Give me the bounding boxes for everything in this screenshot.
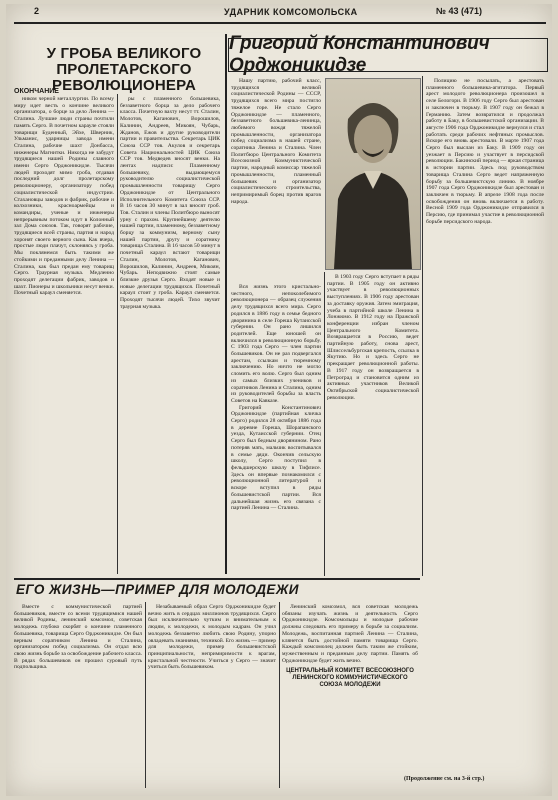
youth-col3 (282, 604, 418, 788)
section-divider (225, 34, 227, 574)
youth-col2 (148, 604, 276, 788)
main-colA2-text: Григорий Константинович Орджоникидзе (партийная кличка Серго) родился 28 октября 1886 года в деревне Гореша, Шорапанского уезда, Кутаисской губернии. Отец Серго был бедным дворянином. Рано потеряв мать, мальчик воспитывался в семье дяди. Окончив сельскую школу, Серго поступил в фельдшерскую школу в Тифлисе. Здесь он впервые познакомился с революционной литературой и вскоре вступил в ряды большевистской партии. Вся дальнейшая жизнь его связана с партией Ленина — Сталина. (231, 404, 321, 512)
issue-number: № 43 (471) (436, 6, 483, 16)
left-article-col1 (14, 96, 114, 576)
youth-col1 (14, 604, 142, 788)
youth-signature: ЦЕНТРАЛЬНЫЙ КОМИТЕТ ВСЕСОЮЗНОГО ЛЕНИНСКОГО КОММУНИСТИЧЕСКОГО СОЮЗА МОЛОДЕЖИ (286, 668, 414, 689)
column-divider (324, 272, 325, 576)
header-rule (14, 22, 546, 24)
page-number: 2 (34, 6, 40, 16)
main-article-intro (231, 78, 321, 278)
main-intro-text: Нашу партию, рабочий класс, трудящихся великой социалистической Родины — СССР, трудящихся всего мира постигло тяжелое горе. Не стало Серго Орджоникидзе — пламенного, беззаветного большевика-ленинца, любимого вождя тяжелой промышленности, организатора побед социализма в нашей стране, соратника Ленина и Сталина. Член Политбюро Центрального Комитета Всесоюзной Коммунистической партии, народный комиссар тяжелой промышленности, пламенный большевик и организатор социалистического строительства, непримиримый борец против врагов народа. (231, 78, 321, 205)
main-article-colB (327, 274, 419, 576)
continued-note: (Продолжение см. на 3-й стр.) (404, 776, 485, 782)
newspaper-name: УДАРНИК КОМСОМОЛЬСКА (224, 7, 358, 17)
youth-col2-text: Незабываемый образ Серго Орджоникидзе будет вечно жить в сердцах миллионов трудящихся. Серго был исключительно чутким и внимательным к людям, к молодежи, к молодым кадрам. Он учил молодежь беззаветно любить свою Родину, упорно овладевать знаниями, техникой. Его жизнь — пример для молодежи, пример большевистской принципиальности, непримиримости к врагам, кристальной честности. Учиться у Серго — значит учиться быть большевиком. (148, 604, 276, 671)
main-colA-text: Вся жизнь этого кристально-честного, непоколебимого революционера — образец служения делу трудящихся всего мира. Серго родился в 1886 году в семье бедного дворянина в селе Гореша Кутаисской губернии. Он рано лишился родителей. Еще юношей он включился в революционную борьбу. С 1903 года Серго — член партии большевиков. Он не раз подвергался арестам, ссылкам и тюремному заключению. Но ничто не могло сломить его волю. Серго был одним из самых близких учеников и соратников Ленина и Сталина, одним из руководителей борьбы за власть Советов на Кавказе. (231, 284, 321, 404)
main-colB-text: В 1903 году Серго вступает в ряды партии. В 1905 году он активно участвует в революционных выступлениях. В 1906 году арестован за доставку оружия. Затем эмиграция, учеба в партийной школе Ленина в Лонжюмо. В 1912 году на Пражской конференции избран членом Центрального Комитета. Возвращается в Россию, ведет партийную работу, снова арест, Шлиссельбургская крепость, ссылка в Якутию. Но и здесь Серго не прекращает революционной работы. В 1917 году он возвращается в Петроград и становится одним из активных участников Великой Октябрьской социалистической революции. (327, 274, 419, 401)
column-divider (117, 94, 118, 574)
left-title-line2: ПРОЛЕТАРСКОГО РЕВОЛЮЦИОНЕРА (51, 61, 197, 94)
page-header (6, 4, 552, 20)
newspaper-page (6, 4, 552, 796)
youth-col1-text: Вместе с коммунистической партией большевиков, вместе со всеми трудящимися нашей великой Родины, ленинский комсомол, советская молодежь глубоко скорбят о кончине пламенного большевика, товарища Серго Орджоникидзе. Он был верным соратником Ленина и Сталина, организатором побед социализма. Он отдал всю свою жизнь борьбе за освобождение рабочего класса. В рядах большевиков он прошел суровый путь подпольщика. (14, 604, 142, 671)
column-divider (279, 602, 280, 788)
youth-col3-text: Ленинский комсомол, вся советская молодежь обязаны изучать жизнь и деятельность Серго Орджоникидзе. Комсомольцы и молодые рабочие должны следовать его примеру в борьбе за социализм. Молодежь, воспитанная партией Ленина — Сталина, клянется быть достойной памяти товарища Серго. Каждый комсомолец должен быть таким же стойким, мужественным и преданным делу партии. Память об Орджоникидзе будет жить вечно. (282, 604, 418, 664)
main-article-colA (231, 284, 321, 576)
main-colC-text: Полицию не посылать, а арестовать пламенного большевика-агитатора. Первый арест молодого революционера произошел в селе Белогори. В 1906 году Серго был арестован и заключен в тюрьму. В 1907 году он бежал в Германию. Затем возвратился и продолжал работу в Баку, в большевистской организации. В августе 1906 года Орджоникидзе вернулся и стал работать среди рабочих нефтяных промыслов. Вскоре его вновь арестовали. В марте 1907 года Серго был выслан из Баку. В 1909 году он уезжает в Персию и участвует в персидской революции. Бакинский период — яркая страница в истории партии. Здесь под руководством товарища Сталина Серго ведет напряженную борьбу за большевистскую линию. В ноябре 1907 года Серго Орджоникидзе был арестован и заключен в тюрьму. В апреле 1908 года после освобождения он вновь включается в работу. Весной 1909 года Орджоникидзе отправился в Персию, где принимал участие в революционной борьбе персидского народа. (426, 78, 544, 225)
column-divider (145, 602, 146, 788)
youth-article-title: ЕГО ЖИЗНЬ—ПРИМЕР ДЛЯ МОЛОДЕЖИ (16, 582, 299, 597)
left-title-line1: У ГРОБА ВЕЛИКОГО (46, 45, 202, 62)
main-article-colC (426, 78, 544, 576)
left-article-col2-text: ры с пламенного большевика, беззаветного борца за дело рабочего класса. Почетную вахту несут тт. Сталин, Молотов, Каганович, Ворошилов, Калинин, Андреев, Микоян, Чубарь, Жданов, Ежов и другие руководители партии и правительства. Секретарь ЦИК Союза ССР тов. Акулов и секретарь Совета Национальностей ЦИК Союза ССР тов. Медведев вносят венки. На лентах надписи: Пламенному большевику, выдающемуся руководителю социалистической промышленности товарищу Серго Орджоникидзе от Центрального Исполнительного Комитета Союза ССР. В 16 часов 30 минут в зал вносят гроб. Тов. Сталин и члены Политбюро выносят урну с прахом. Крупнейшему деятелю нашей партии, пламенному, беззаветному борцу за коммунизм, верному сыну нашей партии, другу и соратнику товарища Сталина. В 16 часов 50 минут в почетный караул встают товарищи Сталин, Молотов, Каганович, Ворошилов, Калинин, Андреев, Микоян, Чубарь. Неподвижно стоят самые близкие друзья Серго. Входят новые и новые делегации трудящихся. Почетный караул стоит у гроба. Караул сменяется. Проходят тысячи людей. Тихо звучит траурная музыка. (120, 96, 220, 310)
left-article-col1-text: ником черной металлургии. По всему миру идет весть о кончине великого организатора, о борце за дело Ленина — Сталина. Лучшие люди страны почтили память Серго. В почетном карауле стояли товарищи Буденный, Эйхе, Шверник, Ульманис, ударницы завода имени Сталина, рабочие шахт Донбасса, инженеры Магнитки. Никогда не забудут трудящиеся нашей Родины славного имени Серго Орджоникидзе. Тысячи людей проходят мимо гроба, отдавая последний долг пролетарскому революционеру, организатору побед социалистической индустрии. Стахановцы заводов и фабрик, рабочие и колхозники, красноармейцы и командиры, ученые и инженеры непрерывным потоком идут в Колонный зал Дома союзов. Так, говорят рабочие, трудящиеся всей страны, партия и народ хоронят своего верного сына. Как вчера, простые люди плачут, склоняясь у гроба. Мы поклянемся быть такими же стойкими и преданными делу Ленина — Сталина, как был предан ему товарищ Серго. Траурная музыка. Медленно проходят делегации фабрик, заводов и шахт. Пионеры и школьники несут венки. Почетный караул сменяется. (14, 96, 114, 297)
left-article-col2 (120, 96, 220, 576)
column-divider (422, 76, 423, 576)
youth-article-rule (14, 578, 420, 580)
left-article-title (24, 46, 224, 94)
main-article-title: Григорий Константинович Орджоникидзе (228, 38, 548, 72)
portrait-photo (325, 78, 421, 270)
portrait-figure (326, 79, 420, 269)
continuation-label: ОКОНЧАНИЕ (14, 88, 59, 95)
